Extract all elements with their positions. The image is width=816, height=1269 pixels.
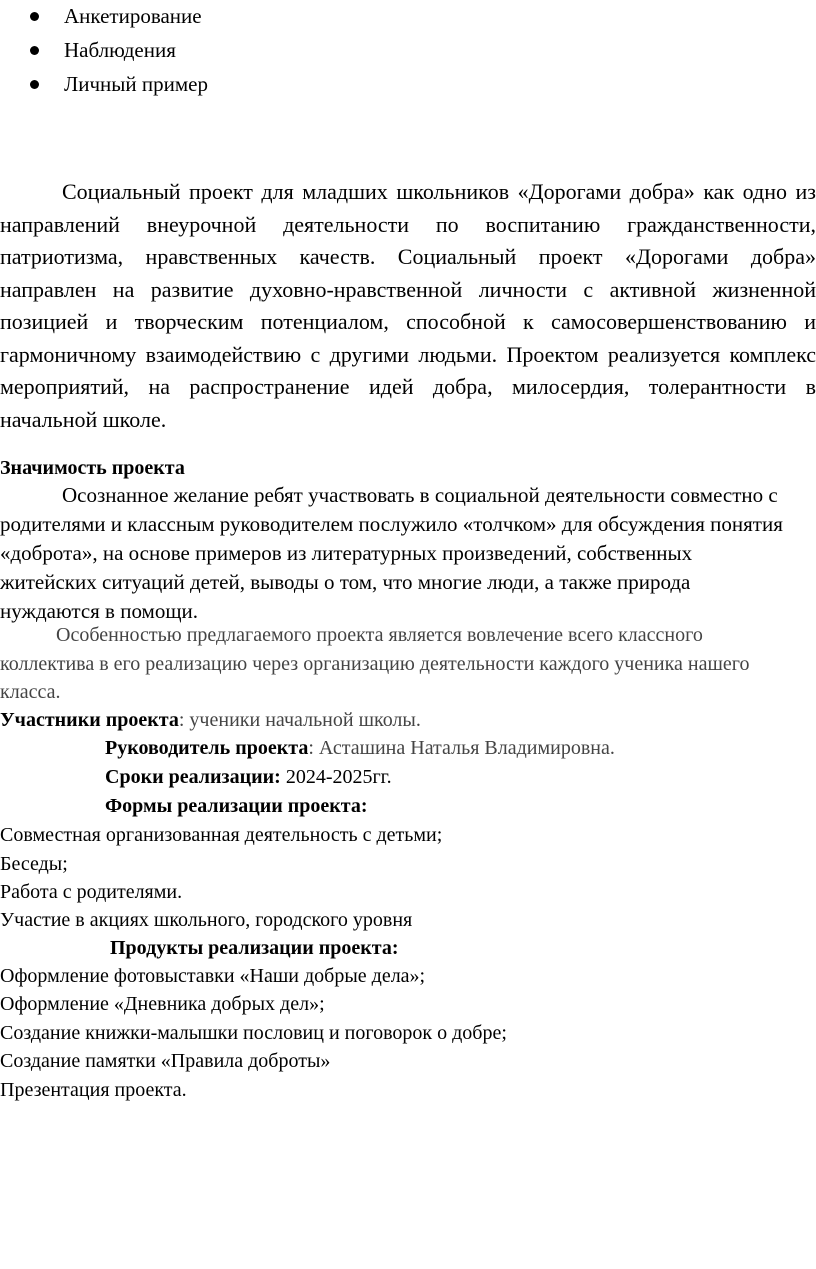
forms-heading xyxy=(105,792,368,820)
bullet-icon xyxy=(30,80,39,89)
products-item: Презентация проекта. xyxy=(0,1079,187,1101)
products-item: Оформление «Дневника добрых дел»; xyxy=(0,993,325,1015)
forms-item: Работа с родителями. xyxy=(0,881,183,903)
terms-label: Сроки реализации: xyxy=(105,766,281,788)
forms-item: Участие в акциях школьного, городского уровня xyxy=(0,909,413,931)
leader-value: : Асташина Наталья Владимировна. xyxy=(308,737,615,759)
project-description-paragraph: Социальный проект для младших школьников «Дорогами добра» как одно из направлений внеурочной деятельности по воспитанию гражданственности, патриотизма, нравственных качеств. Социальный проект «Дорогами добра» направлен на развитие духовно-нравственной личности с активной жизненной позицией и творческим потенциалом, способной к самосовершенствованию и гармоничному взаимодействию с другими людьми. Проектом реализуется комплекс мероприятий, на распространение идей добра, милосердия, толерантности в начальной школе. xyxy=(0,179,816,432)
participants-label: Участники проекта xyxy=(0,709,179,731)
products-heading xyxy=(110,934,399,962)
leader-line xyxy=(105,734,615,762)
list-item-text: Анкетирование xyxy=(64,4,202,28)
products-item: Оформление фотовыставки «Наши добрые дела»; xyxy=(0,965,426,987)
list-item-text: Личный пример xyxy=(64,72,208,96)
significance-paragraph: Осознанное желание ребят участвовать в социальной деятельности совместно с родителями и классным руководителем послужило «толчком» для обсуждения понятия «доброта», на основе примеров из литературных произведений, собственных житейских ситуаций детей, выводы о том, что многие люди, а также природа нуждаются в помощи. xyxy=(0,483,783,623)
significance-heading: Значимость проекта xyxy=(0,457,185,479)
leader-label: Руководитель проекта xyxy=(105,737,309,759)
terms-value: 2024-2025гг. xyxy=(280,766,392,788)
forms-title: Формы реализации проекта: xyxy=(105,795,368,817)
products-item: Создание памятки «Правила доброты» xyxy=(0,1050,331,1072)
terms-line xyxy=(105,763,392,791)
bullet-icon xyxy=(30,46,39,55)
feature-paragraph: Особенностью предлагаемого проекта является вовлечение всего классного коллектива в его реализацию через организацию деятельности каждого ученика нашего класса. xyxy=(0,624,750,703)
participants-value: : ученики начальной школы. xyxy=(178,709,421,731)
forms-item: Беседы; xyxy=(0,853,68,875)
products-title: Продукты реализации проекта: xyxy=(110,937,399,959)
participants-line xyxy=(0,706,421,734)
forms-item: Совместная организованная деятельность с детьми; xyxy=(0,824,443,846)
products-item: Создание книжки-малышки пословиц и поговорок о добре; xyxy=(0,1022,507,1044)
bullet-icon xyxy=(30,12,39,21)
list-item-text: Наблюдения xyxy=(64,38,176,62)
